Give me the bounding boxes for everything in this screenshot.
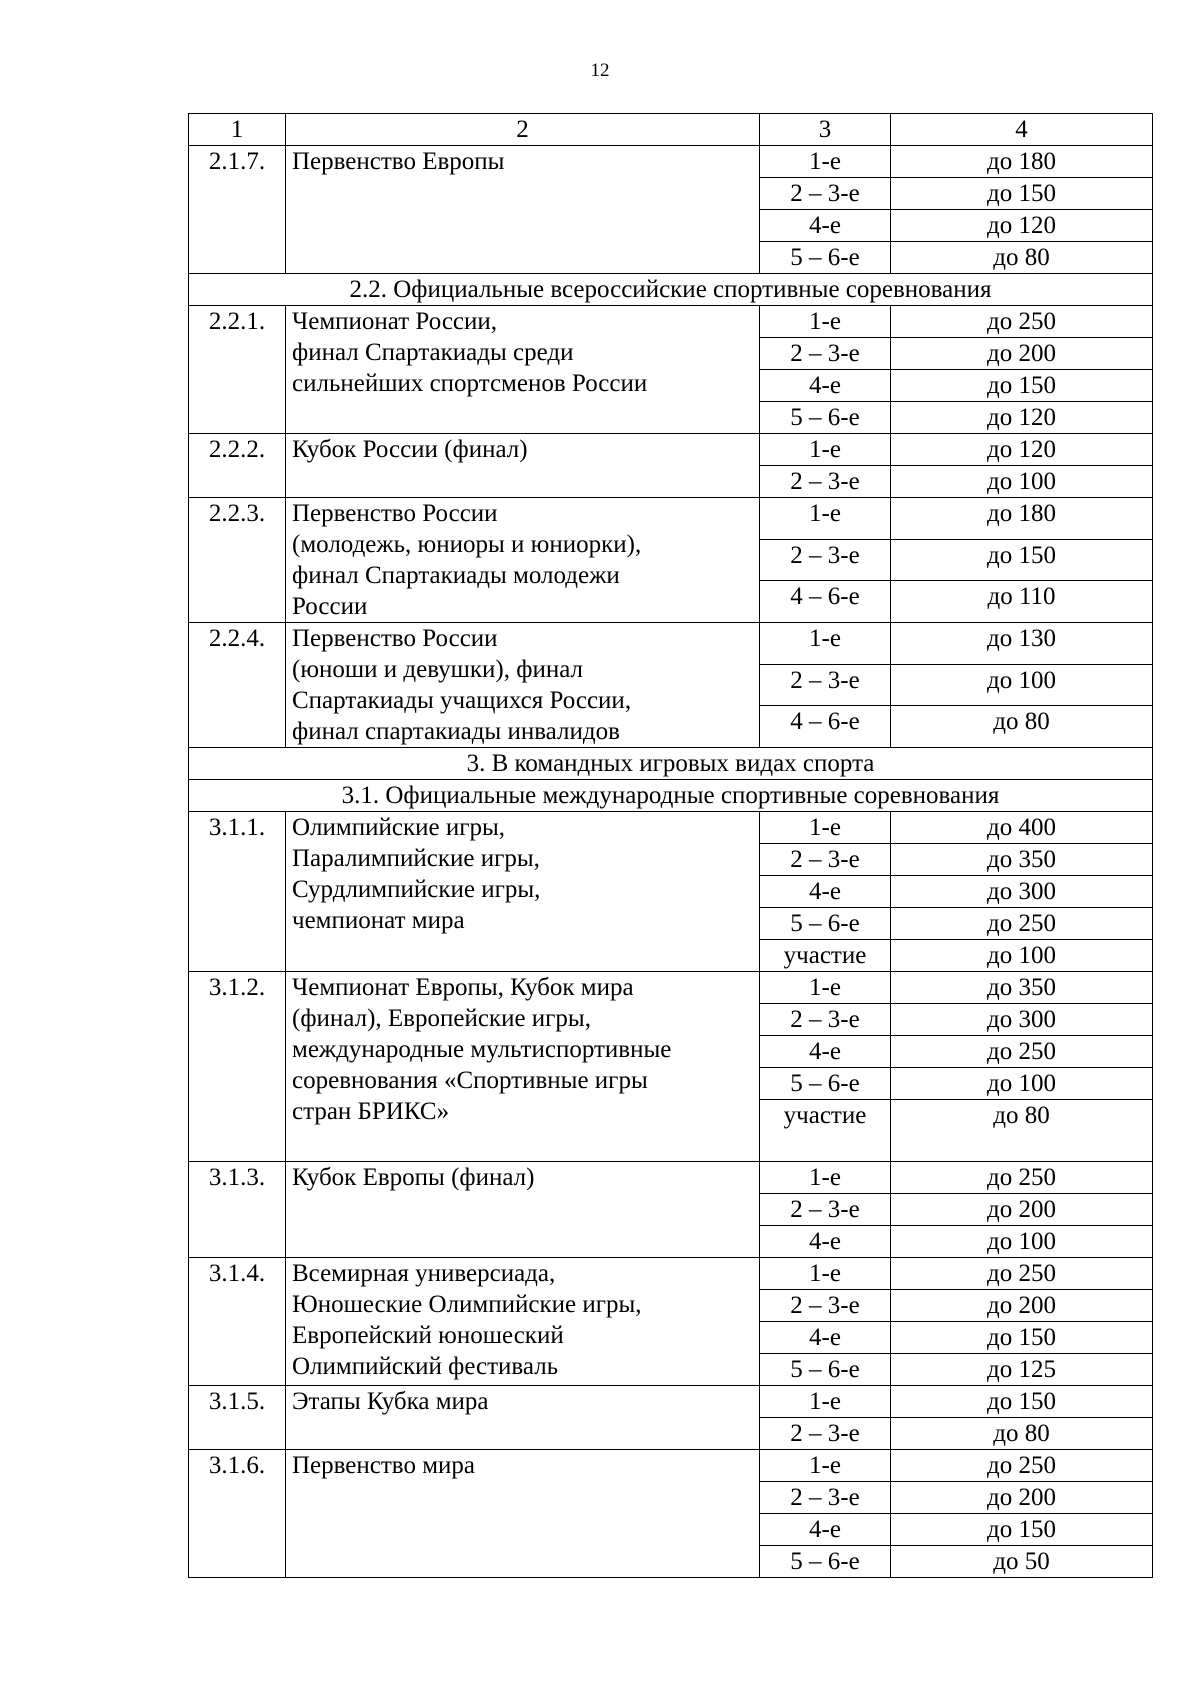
competition-name-line: России [292,593,368,620]
points-cell: до 100 [891,664,1153,706]
competition-name [286,1450,760,1578]
entry-number: 2.2.2. [189,434,286,498]
points-cell: до 300 [891,1004,1153,1036]
place-cell: 5 – 6-е [760,242,891,274]
points-cell: до 80 [891,1100,1153,1162]
points-cell: до 200 [891,1482,1153,1514]
points-cell: до 110 [891,581,1153,623]
column-number-3: 3 [760,114,891,146]
competition-name-line: Олимпийский фестиваль [292,1353,559,1380]
points-cell: до 150 [891,1514,1153,1546]
points-cell: до 80 [891,1418,1153,1450]
points-cell: до 100 [891,940,1153,972]
entry-number: 2.2.3. [189,498,286,623]
entry-number: 3.1.1. [189,812,286,972]
place-cell: 2 – 3-е [760,1418,891,1450]
place-cell: 2 – 3-е [760,664,891,706]
competition-name [286,972,760,1162]
points-cell: до 100 [891,1068,1153,1100]
points-cell: до 80 [891,242,1153,274]
place-cell: 2 – 3-е [760,338,891,370]
points-cell: до 200 [891,1290,1153,1322]
section-heading: 3. В командных игровых видах спорта [189,748,1153,780]
place-cell: 4 – 6-е [760,581,891,623]
points-cell: до 120 [891,434,1153,466]
entry-number: 3.1.3. [189,1162,286,1258]
place-cell: 4-е [760,1514,891,1546]
points-cell: до 100 [891,466,1153,498]
points-cell: до 125 [891,1354,1153,1386]
points-cell: до 180 [891,146,1153,178]
section-heading-row [189,780,1153,812]
table-row [189,623,1153,665]
competition-name-line: Этапы Кубка мира [292,1388,489,1415]
points-cell: до 80 [891,706,1153,748]
competition-name-line: Первенство России [292,625,498,652]
place-cell: 2 – 3-е [760,539,891,581]
place-cell: 5 – 6-е [760,1546,891,1578]
points-cell: до 250 [891,1036,1153,1068]
competition-name [286,812,760,972]
table-row [189,498,1153,540]
place-cell: 1-е [760,623,891,665]
place-cell: 1-е [760,1258,891,1290]
table-row [189,306,1153,338]
table-row [189,1450,1153,1482]
place-cell: 1-е [760,812,891,844]
competition-name-line: Первенство Европы [292,148,505,175]
section-heading-row [189,274,1153,306]
place-cell: участие [760,940,891,972]
entry-number: 2.1.7. [189,146,286,274]
place-cell: 2 – 3-е [760,844,891,876]
competition-name-line: Первенство мира [292,1452,475,1479]
points-cell: до 180 [891,498,1153,540]
points-cell: до 150 [891,539,1153,581]
place-cell: 4-е [760,876,891,908]
column-number-row [189,114,1153,146]
place-cell: 4-е [760,1322,891,1354]
place-cell: 5 – 6-е [760,908,891,940]
competition-name-line: Паралимпийские игры, [292,845,540,872]
points-cell: до 350 [891,972,1153,1004]
points-cell: до 100 [891,1226,1153,1258]
place-cell: 1-е [760,1162,891,1194]
entry-number: 2.2.1. [189,306,286,434]
points-cell: до 200 [891,338,1153,370]
table-row [189,1386,1153,1418]
competition-name-line: стран БРИКС» [292,1098,450,1125]
points-cell: до 120 [891,210,1153,242]
competition-name-line: соревнования «Спортивные игры [292,1067,648,1094]
competition-name [286,1258,760,1386]
points-cell: до 50 [891,1546,1153,1578]
place-cell: 2 – 3-е [760,178,891,210]
place-cell: 4-е [760,1226,891,1258]
column-number-2: 2 [286,114,760,146]
section-heading: 3.1. Официальные международные спортивные соревнования [189,780,1153,812]
page-number: 12 [590,60,610,81]
competition-name [286,306,760,434]
competition-name-line: (финал), Европейские игры, [292,1005,591,1032]
place-cell: 1-е [760,1386,891,1418]
table-row [189,146,1153,178]
column-number-4: 4 [891,114,1153,146]
awards-table [188,113,1153,1578]
competition-name-line: финал Спартакиады молодежи [292,562,620,589]
competition-name-line: Сурдлимпийские игры, [292,876,541,903]
competition-name-line: (юноши и девушки), финал [292,656,584,683]
competition-name [286,434,760,498]
section-heading: 2.2. Официальные всероссийские спортивные соревнования [189,274,1153,306]
place-cell: 4-е [760,370,891,402]
competition-name-line: Первенство России [292,500,498,527]
competition-name-line: Юношеские Олимпийские игры, [292,1291,642,1318]
competition-name-line: международные мультиспортивные [292,1036,672,1063]
points-cell: до 150 [891,1386,1153,1418]
points-cell: до 150 [891,178,1153,210]
place-cell: 5 – 6-е [760,1068,891,1100]
points-cell: до 250 [891,306,1153,338]
points-cell: до 130 [891,623,1153,665]
place-cell: 4-е [760,210,891,242]
points-cell: до 150 [891,1322,1153,1354]
competition-name-line: чемпионат мира [292,907,465,934]
competition-name [286,623,760,748]
place-cell: 4-е [760,1036,891,1068]
competition-name-line: финал Спартакиады среди [292,339,574,366]
place-cell: 1-е [760,306,891,338]
table-row [189,434,1153,466]
place-cell: 2 – 3-е [760,1194,891,1226]
entry-number: 3.1.6. [189,1450,286,1578]
table-row [189,812,1153,844]
competition-name [286,1162,760,1258]
place-cell: участие [760,1100,891,1162]
entry-number: 3.1.2. [189,972,286,1162]
competition-name [286,1386,760,1450]
points-cell: до 400 [891,812,1153,844]
competition-name-line: Кубок России (финал) [292,436,528,463]
column-number-1: 1 [189,114,286,146]
points-cell: до 250 [891,1258,1153,1290]
competition-name-line: сильнейших спортсменов России [292,370,648,397]
place-cell: 1-е [760,146,891,178]
competition-name-line: финал спартакиады инвалидов [292,718,620,745]
competition-name [286,498,760,623]
table-row [189,1162,1153,1194]
competition-name-line: Европейский юношеский [292,1322,564,1349]
competition-name-line: Чемпионат Европы, Кубок мира [292,974,634,1001]
table-row [189,972,1153,1004]
points-cell: до 250 [891,1162,1153,1194]
place-cell: 5 – 6-е [760,402,891,434]
points-cell: до 150 [891,370,1153,402]
place-cell: 2 – 3-е [760,1482,891,1514]
place-cell: 1-е [760,434,891,466]
place-cell: 1-е [760,972,891,1004]
points-cell: до 200 [891,1194,1153,1226]
competition-name-line: Олимпийские игры, [292,814,506,841]
competition-name-line: (молодежь, юниоры и юниорки), [292,531,642,558]
place-cell: 2 – 3-е [760,1004,891,1036]
place-cell: 2 – 3-е [760,1290,891,1322]
competition-name-line: Всемирная универсиада, [292,1260,556,1287]
competition-name-line: Спартакиады учащихся России, [292,687,632,714]
points-cell: до 300 [891,876,1153,908]
place-cell: 5 – 6-е [760,1354,891,1386]
place-cell: 4 – 6-е [760,706,891,748]
section-heading-row [189,748,1153,780]
place-cell: 1-е [760,1450,891,1482]
points-cell: до 120 [891,402,1153,434]
points-cell: до 250 [891,1450,1153,1482]
place-cell: 1-е [760,498,891,540]
competition-name-line: Кубок Европы (финал) [292,1164,535,1191]
competition-name-line: Чемпионат России, [292,308,498,335]
entry-number: 3.1.5. [189,1386,286,1450]
points-cell: до 250 [891,908,1153,940]
table-row [189,1258,1153,1290]
place-cell: 2 – 3-е [760,466,891,498]
entry-number: 3.1.4. [189,1258,286,1386]
points-cell: до 350 [891,844,1153,876]
competition-name [286,146,760,274]
entry-number: 2.2.4. [189,623,286,748]
